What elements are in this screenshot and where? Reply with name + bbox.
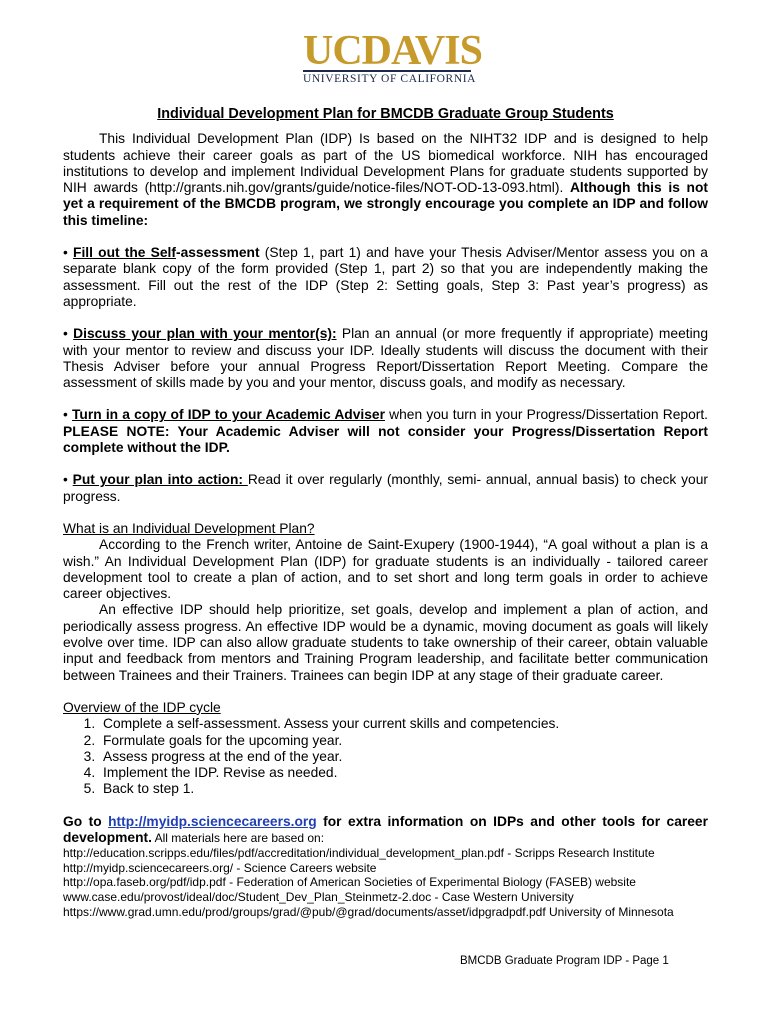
- bullet: •: [63, 326, 74, 342]
- step-1-heading: Fill out the Self: [73, 245, 176, 261]
- step-1-text: (Step 1, part 1) and have your Thesis Adviser/Mentor assess you on a separate blank copy of the form provided (Step 1, part 2) so that you are independently making the assessment. Fill out the rest of the IDP (Step 2: Setting goals, Step 3: Past year’s progress) as appropriate.: [63, 245, 708, 309]
- list-item: 3. Assess progress at the end of the year.: [99, 749, 708, 765]
- step-1: [63, 245, 708, 310]
- intro-paragraph: [63, 131, 708, 229]
- goto-pre: Go to: [63, 813, 109, 829]
- step-3-heading: Turn in a copy of IDP to your Academic Adviser: [72, 407, 385, 423]
- bullet: •: [63, 472, 73, 488]
- step-2-text: Plan an annual (or more frequently if appropriate) meeting with your mentor to review and discuss your IDP. Ideally students will discuss the document with their Thesis Adviser before your annual Progress Report/Dissertation Report Meeting. Compare the assessment of skills made by you and your mentor, discuss goals, and modify as necessary.: [63, 326, 708, 391]
- reference-item: http://opa.faseb.org/pdf/idp.pdf - Federation of American Societies of Experimental Biology (FASEB) website: [63, 875, 636, 890]
- reference-item: www.case.edu/provost/ideal/doc/Student_Dev_Plan_Steinmetz-2.doc - Case Western University: [63, 890, 574, 905]
- reference-item: http://education.scripps.edu/files/pdf/accreditation/individual_development_plan.pdf - Scripps Research Institute: [63, 846, 655, 861]
- logo-wordmark: [303, 28, 482, 74]
- overview-list: [63, 716, 708, 797]
- step-4: [63, 472, 708, 505]
- logo-uc: UC: [303, 28, 362, 74]
- overview-heading-text: Overview of the IDP cycle: [63, 699, 221, 715]
- logo-davis: DAVIS: [361, 28, 482, 74]
- step-4-text: Read it over regularly (monthly, semi- annual, annual basis) to check your progress.: [63, 472, 708, 504]
- bullet: •: [63, 245, 74, 261]
- what-paragraph-2: An effective IDP should help prioritize, set goals, develop and implement a plan of action, and periodically assess progress. An effective IDP would be a dynamic, moving document as goals will likely evolve over time. IDP can also allow graduate students to take ownership of their career, obtain valuable input and feedback from mentors and Training Program leadership, and facilitate better communication between Trainees and their Trainers. Trainees can begin IDP at any stage of their graduate career.: [63, 602, 708, 683]
- goto-small: All materials here are based on:: [151, 830, 325, 845]
- step-2-heading: Discuss your plan with your mentor(s):: [73, 326, 337, 342]
- goto-paragraph: [63, 814, 708, 847]
- overview-heading: [63, 700, 708, 716]
- myidp-link[interactable]: http://myidp.sciencecareers.org: [108, 813, 317, 829]
- what-heading: [63, 521, 708, 537]
- intro-text: This Individual Development Plan (IDP) Is based on the NIHT32 IDP and is designed to help students achieve their career goals as part of the US biomedical workforce. NIH has encouraged institutions to develop and implement Individual Development Plans for graduate students supported by NIH awards (http://grants.nih.gov/grants/guide/notice-files/NOT-OD-13-093.html).: [63, 131, 708, 196]
- list-item: 1. Complete a self-assessment. Assess your current skills and competencies.: [99, 716, 708, 732]
- reference-item: http://myidp.sciencecareers.org/ - Science Careers website: [63, 860, 377, 875]
- document-body: [63, 106, 708, 919]
- what-paragraph-1: According to the French writer, Antoine de Saint-Exupery (1900-1944), “A goal without a plan is a wish.” An Individual Development Plan (IDP) for graduate students is an individually - tailored career development tool to create a plan of action, and to set short and long term goals in order to achieve career objectives.: [63, 537, 708, 602]
- step-3: [63, 407, 708, 456]
- list-item: 5. Back to step 1.: [99, 781, 708, 797]
- page-footer: BMCDB Graduate Program IDP - Page 1: [460, 955, 669, 967]
- step-2: [63, 326, 708, 391]
- goto-post: for extra information on IDPs and other tools for career development.: [63, 813, 708, 845]
- logo-subtitle: UNIVERSITY OF CALIFORNIA: [303, 70, 471, 85]
- step-4-heading: Put your plan into action:: [72, 472, 248, 488]
- step-1-heading-cont: -assessment: [175, 245, 260, 261]
- reference-item: https://www.grad.umn.edu/prod/groups/grad/@pub/@grad/documents/asset/idpgradpdf.pdf University of Minnesota: [63, 904, 674, 919]
- list-item: 2. Formulate goals for the upcoming year.: [99, 733, 708, 749]
- references: [63, 846, 708, 919]
- document-title: Individual Development Plan for BMCDB Graduate Group Students: [157, 106, 614, 122]
- intro-bold: Although this is not yet a requirement of the BMCDB program, we strongly encourage you complete an IDP and follow this timeline:: [63, 180, 708, 228]
- ucdavis-logo: [303, 28, 482, 85]
- what-heading-text: What is an Individual Development Plan?: [63, 520, 315, 536]
- step-3-note: PLEASE NOTE: Your Academic Adviser will not consider your Progress/Dissertation Report complete without the IDP.: [63, 423, 708, 456]
- bullet: •: [63, 407, 73, 423]
- list-item: 4. Implement the IDP. Revise as needed.: [99, 765, 708, 781]
- step-3-text: when you turn in your Progress/Dissertation Report.: [384, 407, 709, 423]
